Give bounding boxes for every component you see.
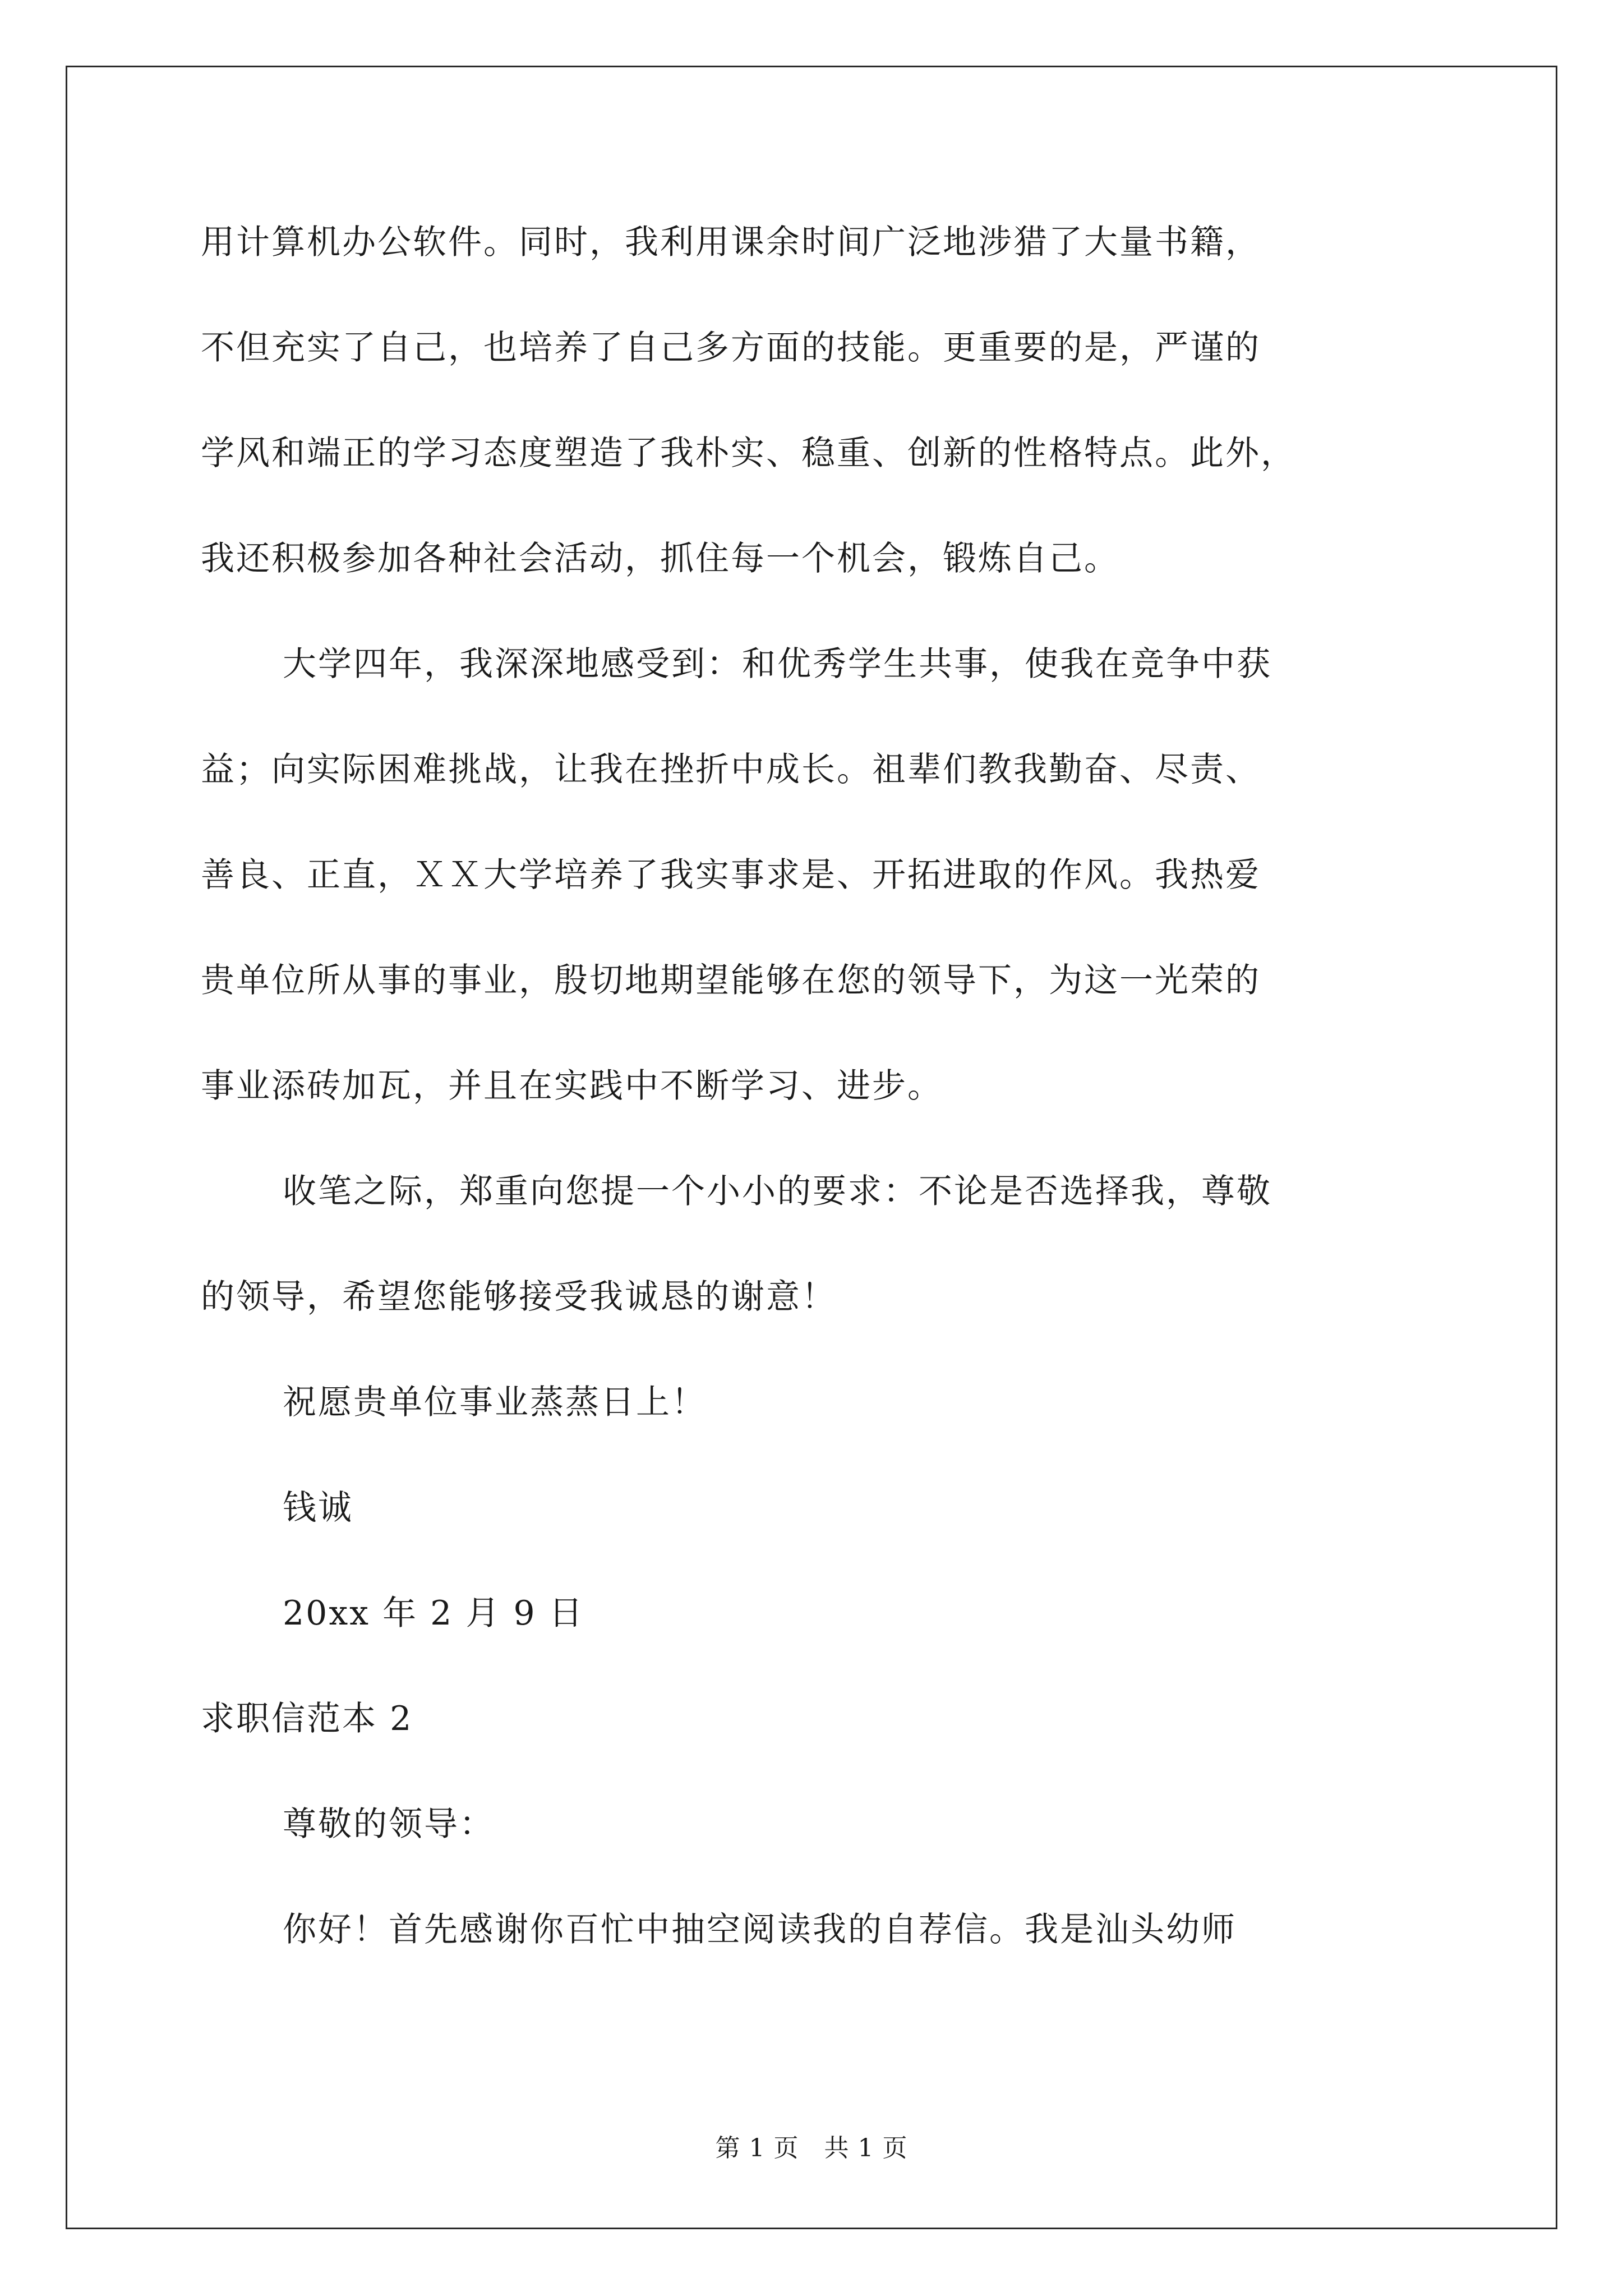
paragraph-start-line: 你好！首先感谢你百忙中抽空阅读我的自荐信。我是汕头幼师 <box>283 1910 1237 1949</box>
text-line: 的领导，希望您能够接受我诚恳的谢意！ <box>201 1277 837 1317</box>
closing-wish: 祝愿贵单位事业蒸蒸日上！ <box>283 1383 707 1422</box>
text-line: 我还积极参加各种社会活动，抓住每一个机会，锻炼自己。 <box>201 539 1119 578</box>
paragraph-start-line: 收笔之际，郑重向您提一个小小的要求：不论是否选择我，尊敬 <box>283 1172 1272 1211</box>
text-line: 用计算机办公软件。同时，我利用课余时间广泛地涉猎了大量书籍， <box>201 223 1261 262</box>
page-footer: 第 1 页 共 1 页 <box>715 2134 908 2162</box>
paragraph-start-line: 大学四年，我深深地感受到：和优秀学生共事，使我在竞争中获 <box>283 645 1272 684</box>
section-heading: 求职信范本 2 <box>201 1699 413 1738</box>
text-line: 益；向实际困难挑战，让我在挫折中成长。祖辈们教我勤奋、尽责、 <box>201 750 1261 789</box>
text-line: 事业添砖加瓦，并且在实践中不断学习、进步。 <box>201 1066 943 1106</box>
signature-name: 钱诚 <box>283 1488 353 1527</box>
document-body <box>201 216 1429 2009</box>
salutation: 尊敬的领导： <box>283 1805 495 1844</box>
text-line: 贵单位所从事的事业，殷切地期望能够在您的领导下，为这一光荣的 <box>201 961 1261 1000</box>
signature-date: 20xx 年 2 月 9 日 <box>283 1594 584 1633</box>
text-line: 善良、正直，ＸＸ大学培养了我实事求是、开拓进取的作风。我热爱 <box>201 855 1261 895</box>
text-line: 不但充实了自己，也培养了自己多方面的技能。更重要的是，严谨的 <box>201 328 1261 367</box>
text-line: 学风和端正的学习态度塑造了我朴实、稳重、创新的性格特点。此外， <box>201 434 1296 473</box>
